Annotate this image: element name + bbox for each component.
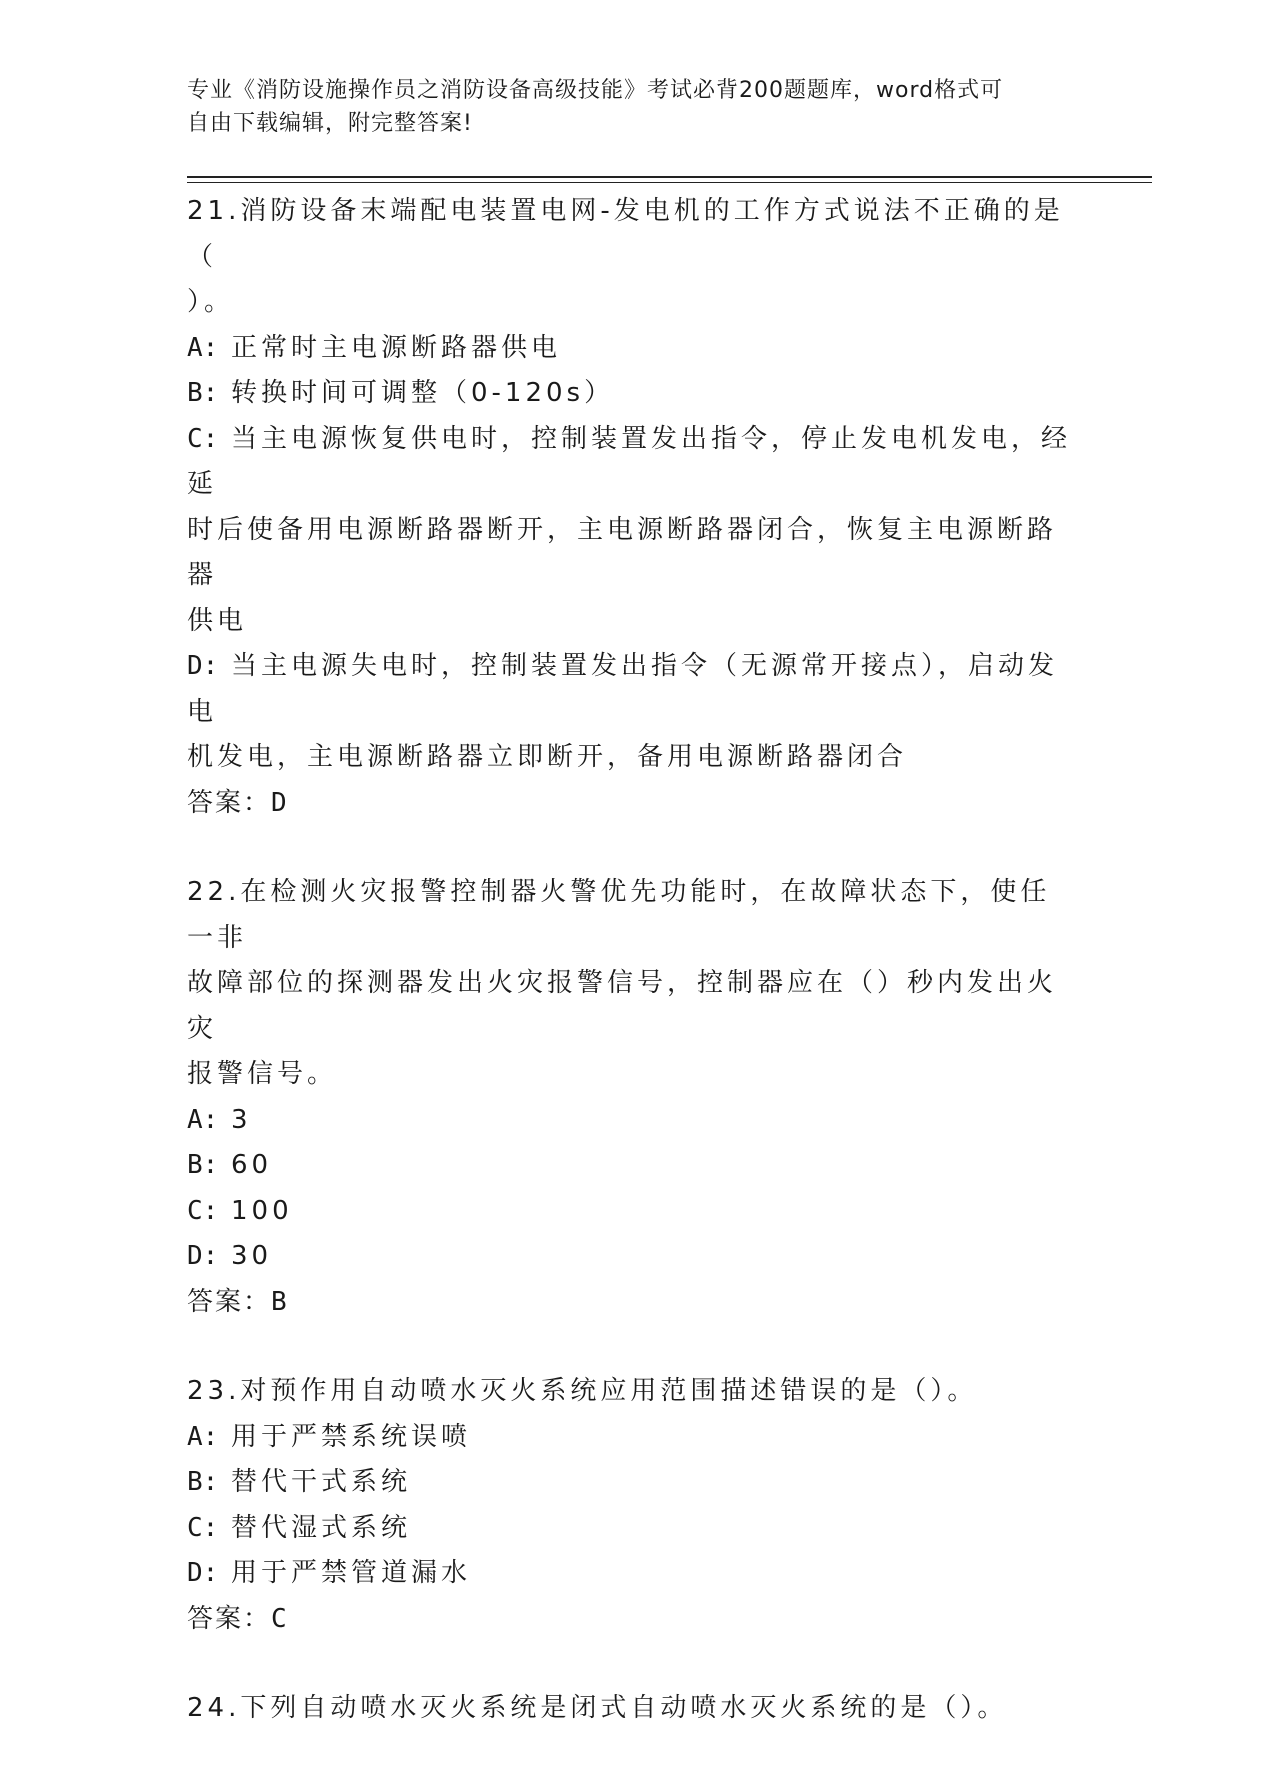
option-line xyxy=(187,1234,1077,1280)
option-line xyxy=(187,326,1077,372)
option-text: 用于严禁管道漏水 xyxy=(231,1558,472,1588)
header-divider-thick xyxy=(187,176,1152,178)
option-line xyxy=(187,1189,1077,1235)
option-line xyxy=(187,644,1077,735)
option-text: 100 xyxy=(231,1195,293,1226)
option-text: 60 xyxy=(231,1150,273,1180)
option-key: C: xyxy=(187,1195,219,1226)
question-stem-line: 报警信号。 xyxy=(187,1059,338,1089)
option-text: 替代湿式系统 xyxy=(231,1512,412,1543)
header-line-1: 专业《消防设施操作员之消防设备高级技能》考试必背200题题库，word格式可 xyxy=(187,78,1004,103)
option-key: B: xyxy=(187,1467,219,1497)
option-key: D: xyxy=(187,1241,219,1271)
header-divider-thin xyxy=(187,182,1152,183)
option-line xyxy=(187,1460,1077,1506)
option-text: 用于严禁系统误喷 xyxy=(231,1421,472,1452)
option-text: 当主电源失电时，控制装置发出指令（无源常开接点），启动发电 xyxy=(187,651,1059,727)
option-key: D: xyxy=(187,651,219,681)
option-text: 机发电，主电源断路器立即断开，备用电源断路器闭合 xyxy=(187,742,908,772)
option-text: 正常时主电源断路器供电 xyxy=(231,332,562,363)
document-header xyxy=(187,74,1067,140)
answer-value: D xyxy=(271,787,288,818)
question-list xyxy=(187,189,1077,1776)
answer-line xyxy=(187,1280,1077,1326)
answer-label: 答案： xyxy=(187,787,272,818)
option-line xyxy=(187,735,1077,781)
option-line xyxy=(187,1506,1077,1552)
option-key: C: xyxy=(187,423,219,454)
question-item xyxy=(187,1686,1077,1732)
question-stem-line: 故障部位的探测器发出火灾报警信号，控制器应在（）秒内发出火灾 xyxy=(187,968,1058,1044)
option-line xyxy=(187,417,1077,508)
option-line xyxy=(187,1551,1077,1597)
option-key: A: xyxy=(187,1104,219,1135)
option-line xyxy=(187,1415,1077,1461)
question-stem-line: 22.在检测火灾报警控制器火警优先功能时，在故障状态下，使任一非 xyxy=(187,877,1051,953)
answer-value: B xyxy=(271,1286,288,1317)
option-text: 30 xyxy=(231,1241,273,1271)
question-item xyxy=(187,870,1077,1325)
option-line xyxy=(187,599,1077,645)
option-key: D: xyxy=(187,1558,219,1588)
option-text: 转换时间可调整（0-120s） xyxy=(231,378,615,408)
option-line xyxy=(187,1143,1077,1189)
option-key: A: xyxy=(187,332,219,363)
answer-line xyxy=(187,1597,1077,1643)
option-key: B: xyxy=(187,1150,219,1180)
question-stem-line: 21.消防设备末端配电装置电网-发电机的工作方式说法不正确的是（ xyxy=(187,196,1064,272)
answer-value: C xyxy=(271,1603,288,1634)
option-key: C: xyxy=(187,1512,219,1543)
option-line xyxy=(187,371,1077,417)
question-stem-line: 24.下列自动喷水灭火系统是闭式自动喷水灭火系统的是（）。 xyxy=(187,1693,1008,1723)
question-stem-line: 23.对预作用自动喷水灭火系统应用范围描述错误的是（）。 xyxy=(187,1376,978,1406)
header-line-2: 自由下载编辑，附完整答案! xyxy=(187,111,473,136)
option-key: B: xyxy=(187,378,219,408)
option-text: 3 xyxy=(231,1104,252,1135)
question-item xyxy=(187,189,1077,826)
question-stem-line: ）。 xyxy=(187,287,235,317)
option-line xyxy=(187,508,1077,599)
option-text: 时后使备用电源断路器断开，主电源断路器闭合，恢复主电源断路器 xyxy=(187,514,1058,590)
answer-label: 答案： xyxy=(187,1286,272,1317)
answer-line xyxy=(187,781,1077,827)
question-item xyxy=(187,1369,1077,1642)
option-line xyxy=(187,1098,1077,1144)
answer-label: 答案： xyxy=(187,1603,272,1634)
option-text: 当主电源恢复供电时，控制装置发出指令，停止发电机发电，经延 xyxy=(187,423,1072,499)
option-text: 供电 xyxy=(187,605,248,636)
option-key: A: xyxy=(187,1421,219,1452)
option-text: 替代干式系统 xyxy=(231,1467,412,1497)
